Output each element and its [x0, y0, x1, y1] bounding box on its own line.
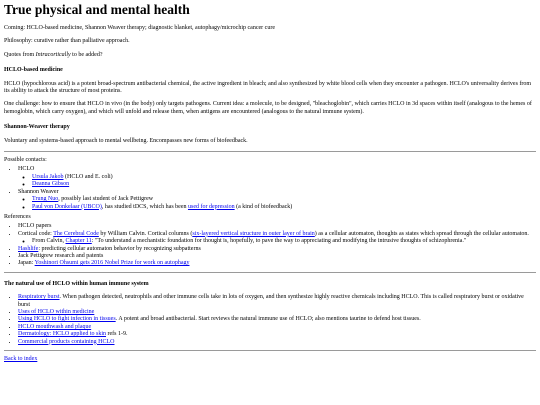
natural-use-list — [4, 294, 536, 346]
list-item — [18, 331, 536, 338]
divider — [4, 350, 536, 351]
mouthwash-link[interactable]: HCLO mouthwash and plaque — [18, 323, 92, 330]
quotes-paragraph — [4, 52, 536, 59]
list-item-text: . A potent and broad antibacterial. Start reviews the natural immune use of HCLO; also mentions taurine to defend host tissues. — [115, 316, 421, 323]
six-layered-structure-link[interactable]: six-layered vertical structure in outer layer of brain — [192, 230, 315, 237]
contacts-label: Possible contacts: — [4, 157, 47, 164]
sw-contacts-sublist — [18, 196, 536, 211]
references-list — [4, 223, 536, 267]
list-item — [18, 260, 536, 267]
uses-of-hclo-link[interactable]: Uses of HCLO within medicine — [18, 308, 95, 315]
natural-use-heading: The natural use of HCLO within human immune system — [4, 280, 149, 287]
paul-von-donkelaar-link[interactable]: Paul von Donkelaar (UBCO) — [32, 203, 102, 210]
references-label: References — [4, 213, 31, 220]
list-item-text: From Calvin, — [32, 238, 66, 245]
calvin-sublist — [18, 238, 536, 245]
shannon-para: Voluntary and systems-based approach to mental wellbeing. Encompasses new forms of biofeedback. — [4, 137, 248, 144]
list-item-text: , has studied tDCS, which has been — [101, 203, 188, 210]
coming-paragraph: Coming: HCLO-based medicine, Shannon Weaver therapy; diagnostic blanket, autophagy/microchip cancer cure — [4, 25, 275, 31]
quotes-source: Intracortically — [35, 51, 71, 58]
shannon-heading: Shannon-Weaver therapy — [4, 124, 70, 131]
commercial-products-link[interactable]: Commercial products containing HCLO — [18, 338, 115, 345]
hashlife-link[interactable]: Hashlife — [18, 245, 39, 252]
list-item-text: ) as a cellular automaton, thoughts as states which spread through the cellular automaton. — [314, 230, 529, 237]
list-item — [18, 294, 536, 309]
dermatology-link[interactable]: Dermatology: HCLO applied to skin — [18, 331, 106, 338]
cerebral-code-link[interactable]: The Cerebral Code — [53, 230, 99, 237]
back-to-index-link[interactable]: Back to index — [4, 356, 38, 362]
contacts-hclo-label: HCLO — [18, 166, 35, 173]
hclo-contacts-sublist — [18, 174, 536, 189]
list-item-text: : predicting cellular automaton behavior by recognizing subpatterns — [38, 245, 201, 252]
hclo-para-1: HCLO (hypochlorous acid) is a potent broad-spectrum antibacterial chemical, the active ingredient in bleach; and also synthesized by white blood cells when they encounter a pathogen. HCLO's universality derives from its ability to attack the structure of most proteins. — [4, 80, 532, 95]
list-item — [18, 339, 536, 346]
list-item — [32, 174, 536, 181]
fight-infection-link[interactable]: Using HCLO to fight infection in tissues — [18, 316, 116, 323]
divider — [4, 272, 536, 273]
list-item — [18, 231, 536, 246]
page-title: True physical and mental health — [4, 2, 190, 17]
hclo-para-2: One challenge: how to ensure that HCLO in vivo (in the body) only targets pathogens. Current idea: a molecule, to be designed, "bleachoglobin", which carries HCLO in 3d spaces within itself (analogous to the hemes of hemoglobin, which carry oxygen), and which will unfold and release them, when antigens are encountered (analogous to the natural immune system). — [4, 101, 532, 115]
list-item — [18, 166, 536, 188]
list-item — [32, 238, 536, 245]
list-item-text: , possibly last student of Jack Pettigrew — [58, 196, 154, 203]
hclo-heading: HCLO-based medicine — [4, 67, 63, 74]
list-item: • Jack Pettigrew research and patents — [18, 253, 536, 260]
list-item — [18, 316, 536, 323]
ohsumi-nobel-link[interactable]: Yoshinori Ohsumi gets 2016 Nobel Prize for work on autophagy — [34, 260, 190, 267]
trung-nuo-link[interactable]: Trung Nuo — [32, 196, 59, 203]
chapter-11-link[interactable]: Chapter 11 — [65, 238, 92, 245]
list-item-text: . When pathogen detected, neutrophils and other immune cells take in lots of oxygen, and then synthesize highly reactive chemicals including HCLO. This is called respiratory burst or oxidative burst — [18, 294, 524, 308]
divider — [4, 151, 536, 152]
list-item-text: Cortical code: — [18, 230, 54, 237]
list-item — [32, 196, 536, 203]
quotes-prefix: Quotes from — [4, 51, 36, 58]
list-item-text: : "To understand a mechanistic foundation for thought is, hopefully, to pave the way to appreciating and modifying the intrusive thoughts of schizophrenia." — [91, 238, 467, 245]
respiratory-burst-link[interactable]: Respiratory burst — [18, 294, 60, 301]
deanna-gibson-link[interactable]: Deanna Gibson — [32, 181, 70, 188]
list-item-text: by William Calvin. Cortical columns ( — [98, 230, 193, 237]
quotes-suffix: to be added? — [70, 51, 103, 58]
used-for-depression-link[interactable]: used for depression — [187, 203, 235, 210]
list-item-text: refs 1-9. — [106, 331, 128, 338]
list-item: • HCLO papers — [18, 223, 536, 230]
philosophy-paragraph: Philosophy: curative rather than palliative approach. — [4, 38, 130, 45]
list-item-text: (HCLO and E. coli) — [63, 173, 113, 180]
list-item — [18, 189, 536, 211]
contacts-list — [4, 166, 536, 210]
list-item-text: Japan: — [18, 260, 35, 267]
list-item — [32, 181, 536, 188]
list-item — [18, 246, 536, 253]
list-item — [32, 204, 536, 211]
ursula-jakob-link[interactable]: Ursula Jakob — [32, 173, 64, 180]
contacts-sw-label: Shannon Weaver — [18, 188, 59, 195]
list-item-text: (a kind of biofeedback) — [234, 203, 293, 210]
